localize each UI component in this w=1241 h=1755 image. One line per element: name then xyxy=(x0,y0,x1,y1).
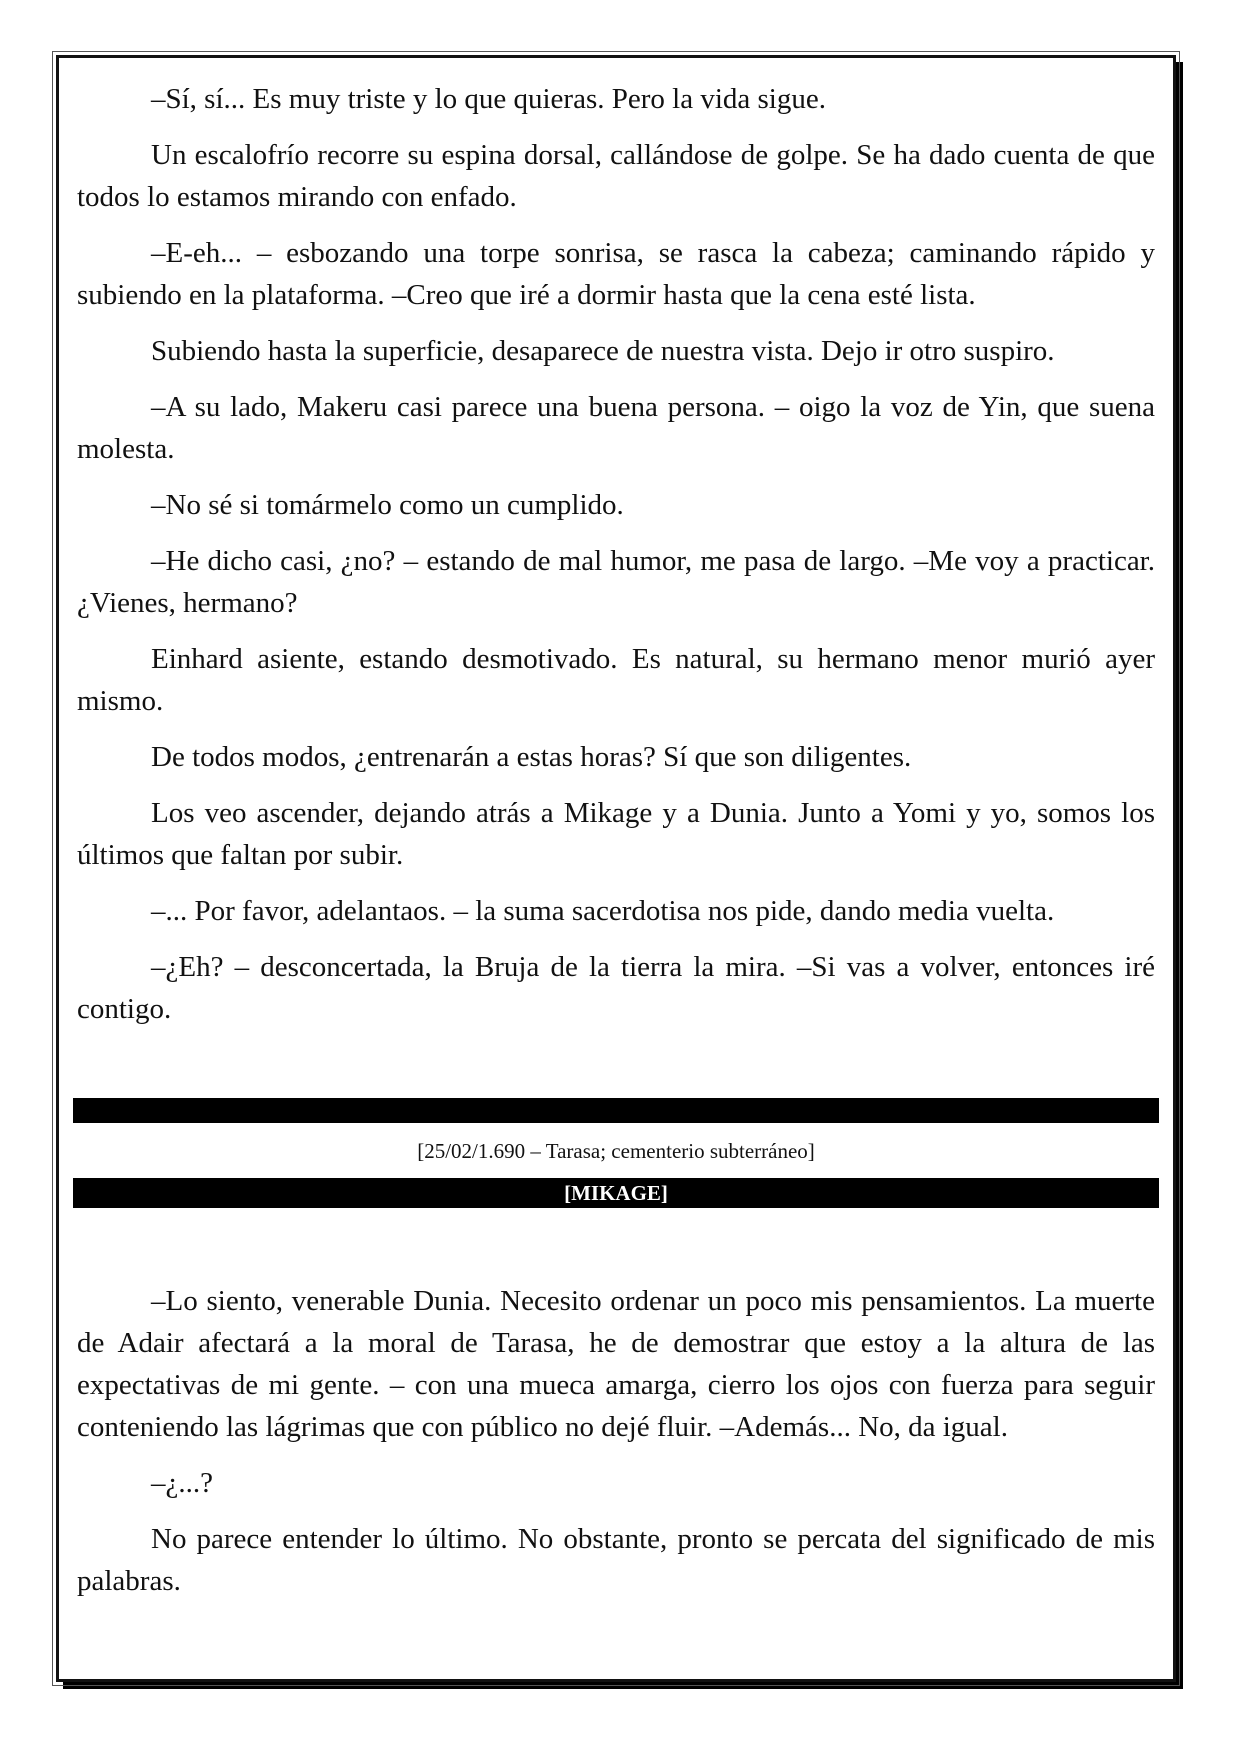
paragraph: –He dicho casi, ¿no? – estando de mal humor, me pasa de largo. –Me voy a practicar. ¿Vienes, hermano? xyxy=(77,545,1155,619)
paragraph: –E-eh... – esbozando una torpe sonrisa, se rasca la cabeza; caminando rápido y subiendo en la plataforma. –Creo que iré a dormir hasta que la cena esté lista. xyxy=(77,237,1155,311)
scene-break xyxy=(73,1098,1159,1208)
paragraph: De todos modos, ¿entrenarán a estas horas? Sí que son diligentes. xyxy=(151,741,912,773)
paragraph: –Lo siento, venerable Dunia. Necesito ordenar un poco mis pensamientos. La muerte de Adair afectará a la moral de Tarasa, he de demostrar que estoy a la altura de las expectativas de mi gente. – con una mueca amarga, cierro los ojos con fuerza para seguir conteniendo las lágrimas que con público no dejé fluir. –Además... No, da igual. xyxy=(77,1285,1155,1443)
paragraph: –A su lado, Makeru casi parece una buena persona. – oigo la voz de Yin, que suena molesta. xyxy=(77,391,1155,465)
paragraph: Einhard asiente, estando desmotivado. Es natural, su hermano menor murió ayer mismo. xyxy=(77,643,1155,717)
scene-date-location: [25/02/1.690 – Tarasa; cementerio subterráneo] xyxy=(417,1139,815,1163)
paragraph: Los veo ascender, dejando atrás a Mikage y a Dunia. Junto a Yomi y yo, somos los últimos que faltan por subir. xyxy=(77,797,1155,871)
paragraph: –... Por favor, adelantaos. – la suma sacerdotisa nos pide, dando media vuelta. xyxy=(151,895,1055,927)
paragraph: –No sé si tomármelo como un cumplido. xyxy=(151,489,624,521)
paragraph: Un escalofrío recorre su espina dorsal, callándose de golpe. Se ha dado cuenta de que todos lo estamos mirando con enfado. xyxy=(77,139,1155,213)
paragraph: –Sí, sí... Es muy triste y lo que quieras. Pero la vida sigue. xyxy=(151,83,826,115)
pov-header: [MIKAGE] xyxy=(73,1178,1159,1208)
paragraph: Subiendo hasta la superficie, desaparece de nuestra vista. Dejo ir otro suspiro. xyxy=(151,335,1055,367)
divider-bar xyxy=(73,1098,1159,1123)
paragraph: –¿Eh? – desconcertada, la Bruja de la tierra la mira. –Si vas a volver, entonces iré contigo. xyxy=(77,951,1155,1025)
paragraph: No parece entender lo último. No obstante, pronto se percata del significado de mis palabras. xyxy=(77,1523,1155,1597)
paragraph: –¿...? xyxy=(151,1467,213,1499)
page-frame xyxy=(56,55,1176,1682)
section-two-text xyxy=(77,1280,1155,1616)
section-one-text xyxy=(77,78,1155,1044)
